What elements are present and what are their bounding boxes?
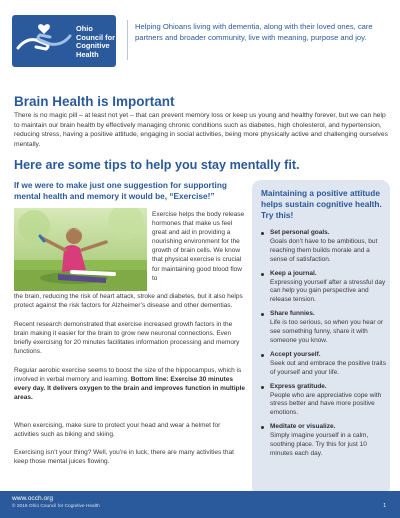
helmet-paragraph: When exercising, make sure to protect your head and wear a helmet for activities such as biking and skiing. — [14, 422, 221, 439]
logo-line: Health — [76, 49, 99, 59]
bottom-line-text: Bottom line: Exercise 30 minutes every day. It delivers oxygen to the brain and improves function in multiple areas. — [14, 376, 246, 402]
tip-title: Set personal goals. — [270, 229, 330, 236]
aerobic-text: Regular aerobic exercise seems to boost the size of the hippocampus, which is involved in verbal memory and learning. — [14, 367, 242, 384]
lead-question: If we were to make just one suggestion for supporting mental health and memory it would be, “Exercise!” — [14, 180, 227, 201]
tip-title: Keep a journal. — [270, 269, 317, 277]
tip-body: Life is too serious, so when you hear or see something funny, share it with someone you know. — [270, 319, 384, 344]
tip-item — [261, 310, 386, 346]
tip-body: Goals don’t have to be ambitious, but reaching them builds morale and a sense of satisfaction. — [270, 237, 378, 263]
tip-title: Meditate or visualize. — [270, 423, 336, 431]
tip-body: Seek out and embrace the positive traits of yourself and your life. — [270, 359, 386, 376]
intro-paragraph: There is no magic pill – at least not yet – that can prevent memory loss or keep us young and healthy forever, but we can help to maintain our brain health by effectively managing chronic conditions such as diabetes, high cholesterol, and hypertension, reducing stress, having a positive attitude, engaging in social activities, being more physically active and challenging ourselves mentally. — [14, 112, 388, 148]
tip-item — [261, 383, 386, 419]
tips-list — [261, 229, 386, 464]
logo-text — [76, 25, 115, 59]
tip-body: Simply imagine yourself in a calm, soothing place. Try this for just 10 minutes each day. — [270, 432, 369, 457]
header — [0, 0, 400, 86]
copyright-text: © 2016 Ohio Council for Cognitive Health — [12, 504, 100, 509]
exercise-paragraph-wrap: Exercise helps the body release hormones that make us feel great and aid in providing a nourishing environment for the growth of brain cells. We know that physical exercise is crucial for maintaining good blood flow to — [152, 211, 245, 282]
bullet-icon — [261, 232, 264, 235]
tip-item — [261, 423, 386, 459]
page-title: Brain Health is Important — [14, 94, 175, 109]
tip-item — [261, 270, 386, 306]
aerobic-paragraph — [14, 366, 246, 402]
exercise-paragraph-rest: the brain, reducing the risk of heart attack, stroke and diabetes, but it also helps protect against the risk factors for Alzheimer’s disease and other dementias. — [14, 293, 243, 310]
logo-line: Council for — [76, 32, 116, 42]
hands-heart-logo-icon — [16, 22, 72, 60]
activities-paragraph: Exercising isn’t your thing? Well, you’re in luck, there are many activities that keep those mental juices flowing. — [14, 449, 234, 466]
bullet-icon — [261, 313, 264, 316]
bullet-icon — [261, 354, 264, 357]
bullet-icon — [261, 426, 264, 429]
bullet-icon — [261, 386, 264, 389]
sidebar-title: Maintaining a positive attitude helps sustain cognitive health. Try this! — [261, 188, 382, 220]
tip-body: People who are appreciative cope with stress better and have more positive emotions. — [270, 391, 382, 417]
organization-logo[interactable] — [12, 15, 116, 67]
tip-title: Share funnies. — [270, 310, 315, 318]
page-number: 1 — [383, 503, 386, 509]
tip-body: Expressing yourself after a stressful day can help you gain perspective and release tension. — [270, 278, 386, 304]
logo-line: Cognitive — [76, 41, 110, 51]
tip-item — [261, 351, 386, 378]
tip-title: Accept yourself. — [270, 350, 321, 358]
website-link[interactable]: www.occh.org — [12, 495, 54, 502]
logo-line: Ohio — [76, 24, 93, 33]
tips-sidebar — [252, 180, 390, 496]
bullet-icon — [261, 273, 264, 276]
section-heading: Here are some tips to help you stay mentally fit. — [14, 158, 300, 172]
tip-item — [261, 229, 386, 265]
tip-title: Express gratitude. — [270, 382, 327, 390]
header-divider — [127, 20, 128, 60]
footer — [0, 491, 400, 518]
tagline: Helping Ohioans living with dementia, along with their loved ones, care partners and broader community, live with meaning, purpose and joy. — [135, 22, 373, 43]
woman-exercising-photo — [14, 208, 147, 291]
research-paragraph: Recent research demonstrated that exercise increased growth factors in the brain making it easier for the brain to grow new neuronal connections. Even briefly exercising for 20 minutes facilitates information processing and memory functions. — [14, 321, 240, 356]
